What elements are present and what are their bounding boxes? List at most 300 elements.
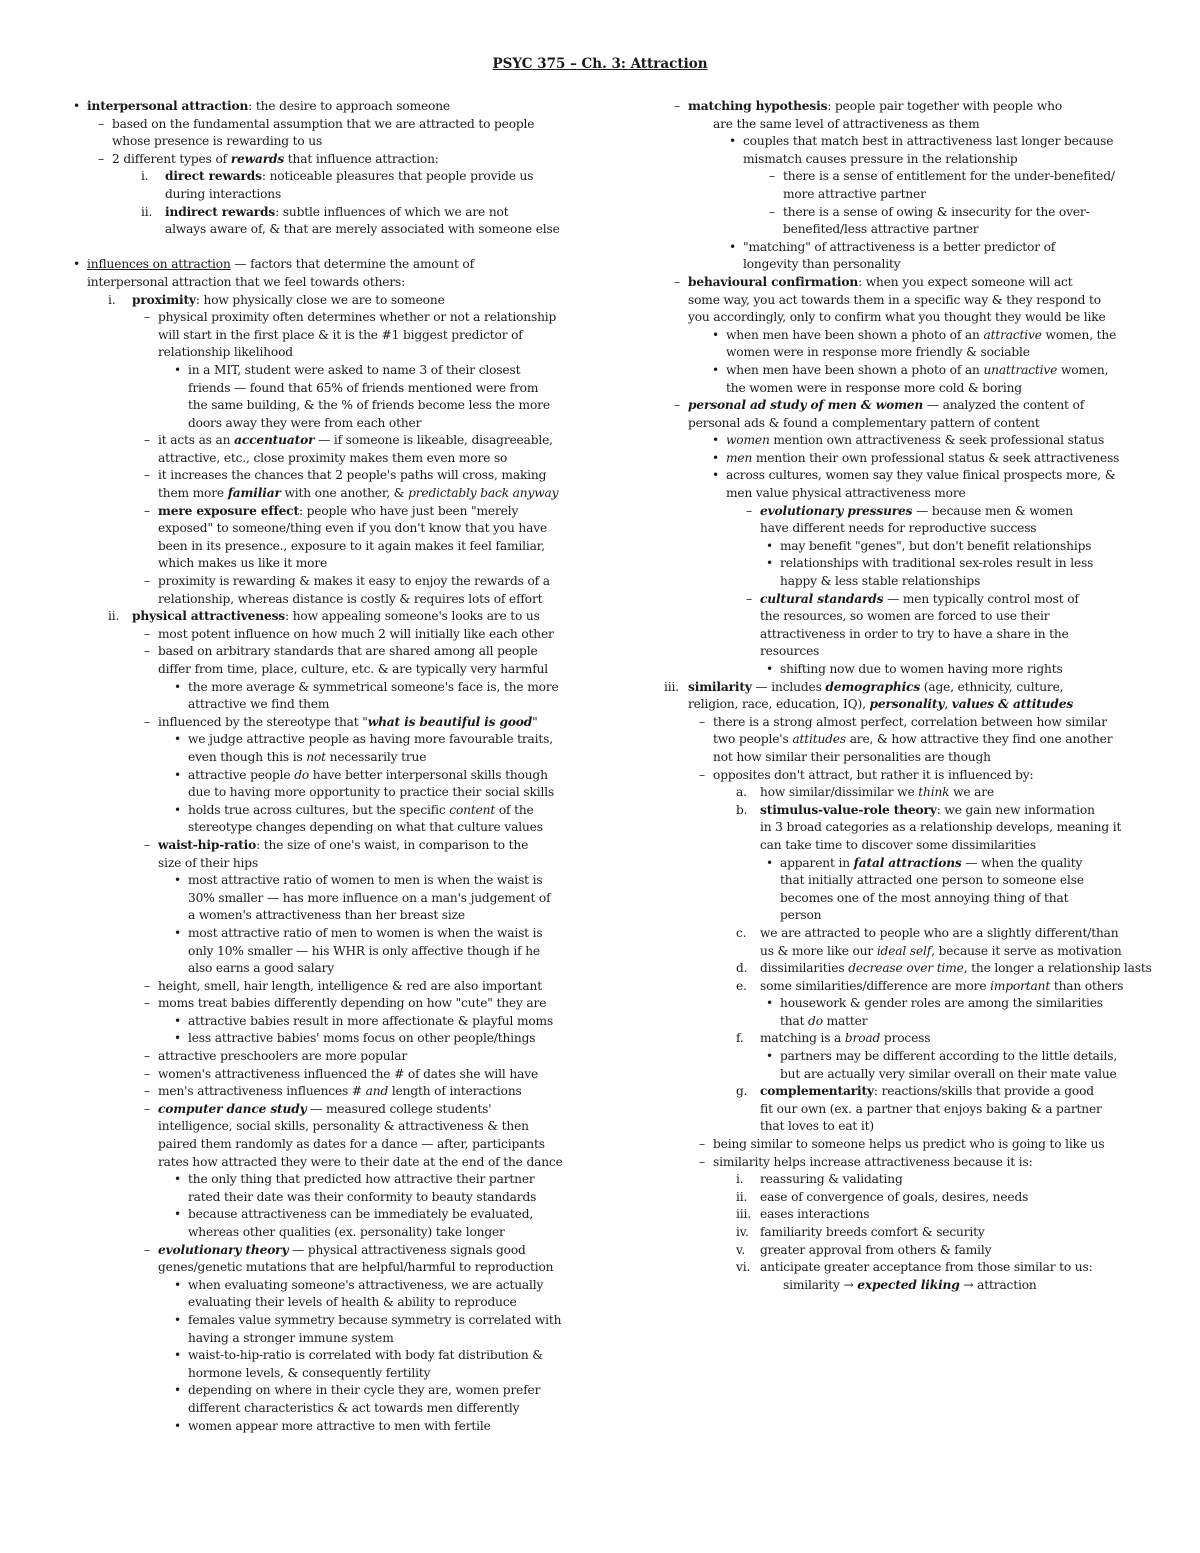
list-marker: –: [674, 99, 680, 113]
note-text: 2 different types of rewards that influence attraction:: [112, 151, 439, 166]
note-line: [668, 1277, 1143, 1295]
list-marker: –: [674, 398, 680, 413]
note-text: more attractive partner: [783, 186, 926, 201]
note-line: [60, 1048, 590, 1066]
note-text: reassuring & validating: [760, 1172, 903, 1187]
note-line: [60, 1136, 590, 1154]
list-marker: –: [144, 1066, 150, 1081]
list-marker: i.: [141, 169, 149, 184]
note-line: [668, 960, 1152, 978]
note-text: similarity helps increase attractiveness because it is:: [713, 1154, 1033, 1169]
list-marker: –: [144, 996, 150, 1011]
note-line: [60, 362, 590, 380]
note-text: men value physical attractiveness more: [726, 486, 966, 501]
note-text: there is a sense of owing & insecurity for the over-: [783, 204, 1090, 219]
note-text: which makes us like it more: [158, 556, 328, 571]
note-text: mismatch causes pressure in the relationship: [743, 151, 1018, 166]
note-line: [60, 1312, 590, 1330]
list-marker: •: [174, 362, 182, 377]
note-text: opposites don't attract, but rather it is influenced by:: [713, 767, 1034, 782]
note-line: [668, 749, 1143, 767]
note-text: housework & gender roles are among the similarities: [780, 996, 1103, 1011]
list-marker: f.: [736, 1031, 744, 1046]
note-text: there is a sense of entitlement for the under-benefited/: [783, 169, 1115, 184]
note-line: [668, 925, 1143, 943]
note-text: two people's attitudes are, & how attractive they find one another: [713, 732, 1113, 747]
list-marker: •: [712, 450, 720, 465]
note-text: it increases the chances that 2 people's paths will cross, making: [158, 468, 547, 483]
note-line: [668, 292, 1143, 310]
note-line: [668, 362, 1143, 380]
note-text: shifting now due to women having more rights: [780, 662, 1063, 676]
note-text: the only thing that predicted how attractive their partner: [188, 1172, 535, 1187]
note-line: [60, 643, 590, 661]
list-marker: •: [174, 925, 182, 940]
note-line: [60, 450, 590, 468]
note-line: [60, 626, 590, 644]
note-line: [668, 327, 1143, 345]
note-line: [60, 907, 590, 925]
note-text: attractive babies result in more affectionate & playful moms: [188, 1013, 554, 1028]
note-line: [668, 98, 1143, 116]
note-text: some way, you act towards them in a specific way & they respond to: [688, 292, 1101, 307]
list-marker: •: [174, 1013, 182, 1028]
note-text: most attractive ratio of men to women is when the waist is: [188, 925, 543, 940]
note-text: becomes one of the most annoying thing of that: [780, 890, 1069, 905]
note-text: physical proximity often determines whether or not a relationship: [158, 310, 557, 325]
note-text: religion, race, education, IQ), personality, values & attitudes: [688, 697, 1074, 712]
note-text: evaluating their levels of health & ability to reproduce: [188, 1295, 517, 1310]
note-line: [668, 397, 1143, 415]
note-line: [60, 1189, 590, 1207]
note-line: [60, 397, 590, 415]
note-line: [60, 714, 590, 732]
note-text: in a MIT, student were asked to name 3 of their closest: [188, 362, 521, 377]
note-line: [668, 380, 1143, 398]
note-text: you accordingly, only to confirm what you thought they would be like: [688, 310, 1106, 325]
note-text: proximity is rewarding & makes it easy to enjoy the rewards of a: [158, 574, 550, 589]
note-text: most potent influence on how much 2 will initially like each other: [158, 626, 554, 641]
note-line: [60, 151, 590, 169]
note-text: based on the fundamental assumption that we are attracted to people: [112, 116, 535, 131]
note-line: [60, 327, 590, 345]
note-line: [668, 344, 1143, 362]
note-line: [60, 309, 590, 327]
note-text: men's attractiveness influences # and length of interactions: [158, 1084, 522, 1099]
note-line: [60, 204, 590, 222]
note-line: [60, 168, 590, 186]
note-text: moms treat babies differently depending on how "cute" they are: [158, 996, 547, 1011]
note-text: when evaluating someone's attractiveness, we are actually: [188, 1277, 544, 1292]
note-text: can take time to discover some dissimilarities: [760, 837, 1036, 852]
list-marker: –: [699, 714, 705, 729]
note-line: [668, 467, 1143, 485]
list-marker: ii.: [141, 204, 153, 219]
list-marker: •: [174, 1207, 182, 1222]
note-line: [668, 204, 1143, 222]
note-text: we are attracted to people who are a slightly different/than: [760, 925, 1119, 940]
note-line: [60, 1382, 590, 1400]
note-line: [668, 503, 1143, 521]
note-text: when men have been shown a photo of an unattractive women,: [726, 362, 1109, 377]
note-text: attractive people do have better interpersonal skills though: [188, 767, 548, 782]
note-text: waist-hip-ratio: the size of one's waist, in comparison to the: [158, 837, 529, 852]
note-line: [60, 186, 590, 204]
note-line: [60, 432, 590, 450]
note-line: [668, 943, 1143, 961]
note-text: attractive, etc., close proximity makes them even more so: [158, 450, 508, 465]
list-marker: –: [144, 574, 150, 589]
note-text: the more average & symmetrical someone's face is, the more: [188, 679, 559, 694]
note-line: [668, 978, 1143, 996]
list-marker: ii.: [736, 1189, 748, 1204]
note-line: [668, 1259, 1143, 1277]
list-marker: •: [766, 662, 774, 676]
note-text: but are actually very similar overall on their mate value: [780, 1066, 1117, 1081]
note-line: [668, 1013, 1143, 1031]
note-text: not how similar their personalities are though: [713, 749, 991, 764]
note-line: [668, 802, 1143, 820]
list-marker: v.: [736, 1242, 746, 1257]
note-text: personal ad study of men & women — analyzed the content of: [688, 398, 1085, 413]
note-text: whereas other qualities (ex. personality) take longer: [188, 1225, 505, 1239]
note-text: are the same level of attractiveness as them: [713, 116, 980, 131]
note-text: that do matter: [780, 1013, 868, 1028]
list-marker: –: [699, 767, 705, 782]
note-text: height, smell, hair length, intelligence & red are also important: [158, 978, 542, 993]
list-marker: –: [144, 714, 150, 729]
list-marker: ii.: [108, 609, 120, 624]
note-line: [668, 995, 1143, 1013]
note-text: attractive preschoolers are more popular: [158, 1049, 408, 1064]
note-line: [668, 116, 1143, 134]
note-text: dissimilarities decrease over time, the longer a relationship lasts: [760, 961, 1152, 976]
note-text: in 3 broad categories as a relationship develops, meaning it: [760, 820, 1122, 835]
note-line: [668, 714, 1143, 732]
list-marker: –: [699, 1137, 705, 1152]
list-marker: –: [144, 1242, 150, 1257]
list-marker: iii.: [736, 1207, 751, 1222]
list-marker: –: [144, 978, 150, 993]
note-line: [60, 467, 590, 485]
note-text: behavioural confirmation: when you expect someone will act: [688, 274, 1073, 289]
list-marker: iv.: [736, 1225, 749, 1239]
list-marker: –: [144, 1084, 150, 1099]
note-line: [668, 591, 1143, 609]
note-line: [60, 221, 590, 239]
note-line: [60, 591, 590, 609]
note-text: computer dance study — measured college students': [158, 1101, 492, 1116]
note-line: [668, 221, 1143, 239]
note-text: women were in response more friendly & sociable: [726, 345, 1030, 360]
note-text: them more familiar with one another, & predictably back anyway: [158, 486, 559, 501]
note-line: [668, 837, 1143, 855]
note-text: apparent in fatal attractions — when the quality: [780, 855, 1083, 870]
note-line: [60, 1083, 590, 1101]
note-line: [60, 98, 590, 116]
note-text: exposed" to someone/thing even if you don't know that you have: [158, 521, 548, 536]
note-line: [60, 292, 590, 310]
note-line: [668, 415, 1143, 433]
note-text: stimulus-value-role theory: we gain new information: [760, 802, 1095, 817]
note-line: [60, 731, 590, 749]
note-line: [60, 995, 590, 1013]
list-marker: –: [144, 1049, 150, 1064]
note-text: also earns a good salary: [188, 961, 335, 976]
note-text: ease of convergence of goals, desires, needs: [760, 1189, 1029, 1204]
note-line: [668, 168, 1143, 186]
list-marker: •: [174, 679, 182, 694]
note-text: waist-to-hip-ratio is correlated with body fat distribution &: [188, 1348, 543, 1363]
list-marker: –: [746, 503, 752, 518]
note-line: [60, 1013, 590, 1031]
note-line: [60, 133, 590, 151]
list-marker: •: [174, 873, 182, 888]
note-line: [60, 802, 590, 820]
note-line: [668, 573, 1143, 591]
list-marker: •: [174, 767, 182, 782]
note-line: [668, 696, 1143, 714]
note-line: [668, 256, 1143, 274]
note-text: doors away they were from each other: [188, 415, 422, 430]
note-line: [668, 186, 1143, 204]
list-marker: •: [174, 1312, 182, 1327]
note-line: [60, 344, 590, 362]
note-text: eases interactions: [760, 1207, 870, 1222]
left-column: [60, 98, 590, 1435]
note-line: [668, 608, 1143, 626]
list-marker: •: [174, 1277, 182, 1292]
note-line: [60, 925, 590, 943]
note-text: evolutionary theory — physical attractiveness signals good: [158, 1242, 526, 1257]
note-text: a women's attractiveness than her breast size: [188, 908, 465, 923]
note-line: [60, 1418, 590, 1436]
list-marker: •: [766, 996, 774, 1011]
list-marker: •: [174, 1172, 182, 1187]
note-text: women mention own attractiveness & seek professional status: [726, 433, 1105, 448]
list-marker: •: [73, 257, 81, 272]
note-text: the same building, & the % of friends become less the more: [188, 398, 550, 413]
list-marker: i.: [736, 1172, 744, 1187]
list-marker: •: [174, 802, 182, 817]
note-text: 30% smaller — has more influence on a man's judgement of: [188, 890, 551, 905]
note-text: attractive we find them: [188, 697, 330, 712]
note-line: [668, 907, 1143, 925]
note-line: [60, 1259, 590, 1277]
note-line: [668, 1206, 1143, 1224]
note-line: [668, 784, 1143, 802]
note-text: some similarities/difference are more important than others: [760, 978, 1124, 993]
note-line: [60, 960, 590, 978]
note-text: we judge attractive people as having more favourable traits,: [188, 732, 553, 747]
note-text: influenced by the stereotype that "what is beautiful is good": [158, 714, 538, 729]
note-text: the resources, so women are forced to use their: [760, 609, 1050, 624]
note-text: across cultures, women say they value finical prospects more, &: [726, 468, 1116, 483]
note-line: [60, 819, 590, 837]
note-line: [60, 1400, 590, 1418]
note-line: [60, 1206, 590, 1224]
note-line: [668, 1118, 1143, 1136]
note-text: holds true across cultures, but the specific content of the: [188, 802, 534, 817]
note-line: [60, 661, 590, 679]
note-text: proximity: how physically close we are to someone: [132, 292, 445, 307]
note-text: less attractive babies' moms focus on other people/things: [188, 1031, 536, 1046]
list-marker: e.: [736, 978, 747, 993]
note-text: different characteristics & act towards men differently: [188, 1400, 520, 1415]
note-line: [668, 133, 1143, 151]
note-line: [668, 520, 1143, 538]
list-marker: •: [766, 538, 774, 553]
note-text: indirect rewards: subtle influences of which we are not: [165, 204, 509, 219]
note-line: [60, 1118, 590, 1136]
page-title: PSYC 375 – Ch. 3: Attraction: [492, 56, 708, 72]
note-line: [668, 309, 1143, 327]
note-text: couples that match best in attractiveness last longer because: [743, 134, 1114, 149]
list-marker: –: [699, 1154, 705, 1169]
note-text: matching is a broad process: [760, 1031, 931, 1046]
note-line: [668, 855, 1143, 873]
note-text: having a stronger immune system: [188, 1330, 394, 1345]
note-line: [60, 1347, 590, 1365]
note-text: longevity than personality: [743, 257, 901, 272]
note-text: depending on where in their cycle they are, women prefer: [188, 1383, 541, 1398]
note-text: matching hypothesis: people pair together with people who: [688, 99, 1063, 113]
list-marker: •: [174, 1418, 182, 1433]
note-line: [668, 538, 1143, 556]
list-marker: •: [174, 1031, 182, 1046]
list-marker: –: [144, 503, 150, 518]
note-text: most attractive ratio of women to men is when the waist is: [188, 873, 543, 888]
note-line: [60, 1277, 590, 1295]
note-text: been in its presence., exposure to it again makes it feel familiar,: [158, 538, 545, 553]
note-text: differ from time, place, culture, etc. & are typically very harmful: [158, 662, 549, 676]
note-text: being similar to someone helps us predict who is going to like us: [713, 1137, 1105, 1152]
note-text: personal ads & found a complementary pattern of content: [688, 415, 1040, 430]
list-marker: •: [712, 433, 720, 448]
list-marker: –: [144, 1101, 150, 1116]
list-marker: •: [174, 1383, 182, 1398]
list-marker: iii.: [664, 679, 679, 694]
list-marker: –: [144, 837, 150, 852]
note-text: person: [780, 908, 822, 923]
note-line: [668, 767, 1143, 785]
list-marker: –: [98, 116, 104, 131]
note-text: resources: [760, 644, 820, 659]
note-line: [60, 837, 590, 855]
note-line: [668, 1083, 1143, 1101]
note-line: [668, 1066, 1143, 1084]
note-text: hormone levels, & consequently fertility: [188, 1365, 431, 1380]
note-line: [60, 679, 590, 697]
right-column: [664, 98, 1152, 1294]
note-line: [60, 608, 590, 626]
note-line: [668, 555, 1143, 573]
note-text: size of their hips: [158, 855, 259, 870]
list-marker: –: [769, 204, 775, 219]
note-text: based on arbitrary standards that are shared among all people: [158, 644, 538, 659]
note-line: [668, 1154, 1143, 1172]
note-text: that initially attracted one person to someone else: [780, 873, 1084, 888]
note-line: [668, 1189, 1143, 1207]
note-line: [60, 116, 590, 134]
note-text: even though this is not necessarily true: [188, 749, 427, 764]
note-text: physical attractiveness: how appealing someone's looks are to us: [132, 609, 540, 624]
list-marker: •: [73, 99, 81, 113]
note-text: familiarity breeds comfort & security: [760, 1225, 985, 1239]
note-line: [668, 1101, 1143, 1119]
note-line: [60, 1330, 590, 1348]
note-text: there is a strong almost perfect, correlation between how similar: [713, 714, 1107, 729]
note-text: men mention their own professional status & seek attractiveness: [726, 450, 1120, 465]
note-line: [668, 1048, 1143, 1066]
note-text: similarity → expected liking → attraction: [783, 1277, 1037, 1292]
list-marker: •: [174, 1348, 182, 1363]
note-text: interpersonal attraction that we feel towards others:: [87, 274, 406, 289]
list-marker: b.: [736, 802, 748, 817]
list-marker: –: [144, 310, 150, 325]
list-marker: –: [98, 151, 104, 166]
note-text: us & more like our ideal self, because it serve as motivation: [760, 943, 1122, 958]
note-line: [60, 256, 590, 274]
note-line: [668, 643, 1143, 661]
list-marker: •: [729, 239, 737, 254]
note-line: [60, 1224, 590, 1242]
note-line: [60, 1101, 590, 1119]
note-text: females value symmetry because symmetry is correlated with: [188, 1312, 562, 1327]
list-marker: –: [746, 591, 752, 606]
note-line: [668, 661, 1143, 679]
note-text: paired them randomly as dates for a dance — after, participants: [158, 1137, 545, 1152]
note-text: will start in the first place & it is the #1 biggest predictor of: [158, 327, 523, 342]
list-marker: •: [729, 134, 737, 149]
list-marker: –: [674, 274, 680, 289]
note-text: whose presence is rewarding to us: [112, 134, 323, 149]
note-text: friends — found that 65% of friends mentioned were from: [188, 380, 539, 395]
note-line: [60, 380, 590, 398]
note-line: [60, 1066, 590, 1084]
note-text: similarity — includes demographics (age, ethnicity, culture,: [688, 679, 1064, 694]
note-line: [668, 450, 1143, 468]
list-marker: –: [144, 644, 150, 659]
note-text: that loves to eat it): [760, 1119, 875, 1134]
note-text: "matching" of attractiveness is a better predictor of: [743, 239, 1056, 254]
list-marker: c.: [736, 925, 747, 940]
list-marker: •: [712, 468, 720, 483]
note-line: [60, 415, 590, 433]
note-line: [668, 1171, 1143, 1189]
note-text: partners may be different according to the little details,: [780, 1049, 1118, 1064]
note-line: [668, 1224, 1143, 1242]
note-line: [60, 784, 590, 802]
note-line: [668, 626, 1143, 644]
note-line: [60, 1171, 590, 1189]
note-line: [60, 978, 590, 996]
note-line: [60, 1294, 590, 1312]
note-text: evolutionary pressures — because men & women: [760, 503, 1073, 518]
note-text: the women were in response more cold & boring: [726, 380, 1022, 395]
note-text: relationships with traditional sex-roles result in less: [780, 556, 1094, 571]
note-text: cultural standards — men typically control most of: [760, 591, 1079, 606]
note-line: [668, 274, 1143, 292]
note-line: [60, 872, 590, 890]
note-text: greater approval from others & family: [760, 1242, 992, 1257]
note-line: [668, 1030, 1143, 1048]
note-line: [60, 943, 590, 961]
note-line: [60, 274, 590, 292]
note-text: how similar/dissimilar we think we are: [760, 785, 995, 800]
list-marker: d.: [736, 961, 748, 976]
list-marker: •: [174, 732, 182, 747]
